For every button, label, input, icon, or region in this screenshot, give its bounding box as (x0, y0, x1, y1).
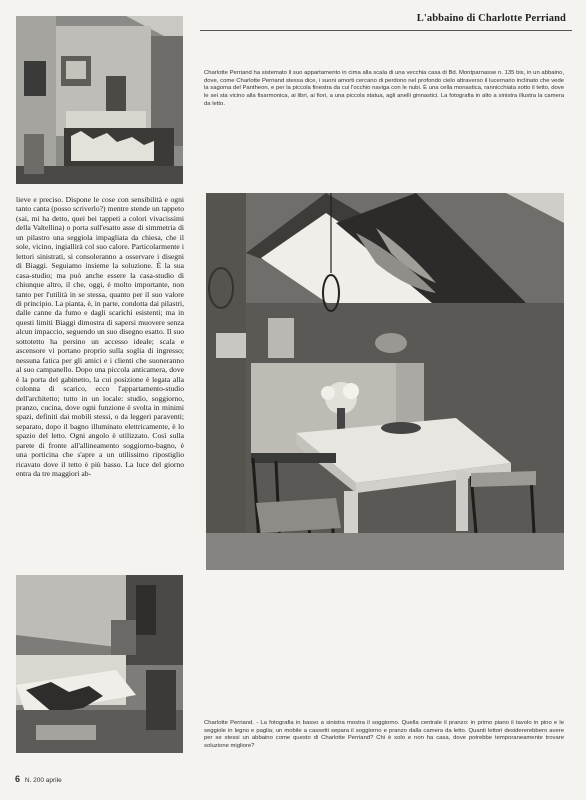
bedroom-photo (16, 16, 183, 184)
dining-photo (206, 193, 564, 570)
photo-caption: Charlotte Perriand. - La fotografia in basso a sinistra mostra il soggiorno. Quella centrale il pranzo: in primo piano il tavolo in pino e le seggiole in legno e paglia; un mobile a cassetti separa il soggiorno e pranzo dalla camera da letto. Quanti lettori desidererebbero avere per se stessi un abbaino come questo di Charlotte Perriand? Chi è solo e non ha casa, dove potrebbe temporaneamente trovare soluzione migliore? (204, 720, 564, 750)
intro-paragraph: Charlotte Perriand ha sistemato il suo appartamento in cima alla scala di una vecchia casa di Bd. Montparnasse n. 135 bis, in un abbaino, dove, come Charlotte Perriand stessa dice, i suoni amorti cercano di perdono nel profondo cielo attraverso il lucernario inclinato che vede la sagoma del Pantheon, e per la piccola finestra da cui l'occhio naviga con le nubi. È una cella monastica, rannicchiata sotto il tetto, dove le sei sta vicino alla fisarmonica, ai libri, ai fiori, a una piccola statua, agli anelli ginnastici. La fotografia in alto a sinistra illustra la camera da letto. (204, 70, 564, 107)
living-room-photo (16, 575, 183, 753)
page-number: 6 (15, 774, 21, 784)
article-body: lieve e preciso. Dispone le cose con sensibilità e ogni tanto canta (posso scriverlo?) mentre stende un tappeto (sai, mi ha detto, quei bei tappeti a colori vivacissimi della Valtellina) o porta sull'esatto asse di simmetria di un pilastro una seggiola impagliata da chiesa, che il sole, vicino, ingiallirà col suo calore. Particolarmente i lettori sinistrati, si consoleranno a osservare i disegni di Biaggi. Seguiamo insieme la soluzione. È la sua casa-studio; ma può anche essere la casa-studio di chiunque altro, il che, oggi, è molto importante, non tanto per l'utilità in se stessa, quanto per il suo valore di principio. La pianta, è, in parte, condotta dai pilastri, dalle canne da fumo e dagli scarichi esistenti; ma in questi limiti Biaggi dimostra di sapersi muovere senza alcun impaccio, seguendo un suo disegno esatto. Il suo sottotetto ha persino un accesso ideale; scala e ascensore vi portano proprio sulla soglia di ingresso; nessuna fatica per gli amici e i clienti che suoneranno al suo campanello. Dopo una piccola anticamera, dove è la porta del gabinetto, la cui posizione è legata alla colonna di scarico, ecco l'appartamento-studio dell'architetto; tutto in un locale: studio, soggiorno, pranzo, cucina, dove ogni funzione è svolta in minimi spazi, definiti dai mobili stessi, o da leggeri paraventi; separato, dopo il bagno illuminato elettricamente, è lo spazio del letto. Ogni angolo è utilizzato. Così sulla parete di fronte all'allineamento soggiorno-bagno, è una porticina che s'apre a un utilissimo ripostiglio ricavato dove il tetto è più basso. La luce del giorno entra da tre maggiori ab- (16, 195, 184, 479)
page-title: L'abbaino di Charlotte Perriand (416, 13, 566, 24)
title-rule (200, 30, 572, 31)
page-footer (15, 774, 62, 784)
issue-label: N. 200 aprile (24, 777, 62, 784)
